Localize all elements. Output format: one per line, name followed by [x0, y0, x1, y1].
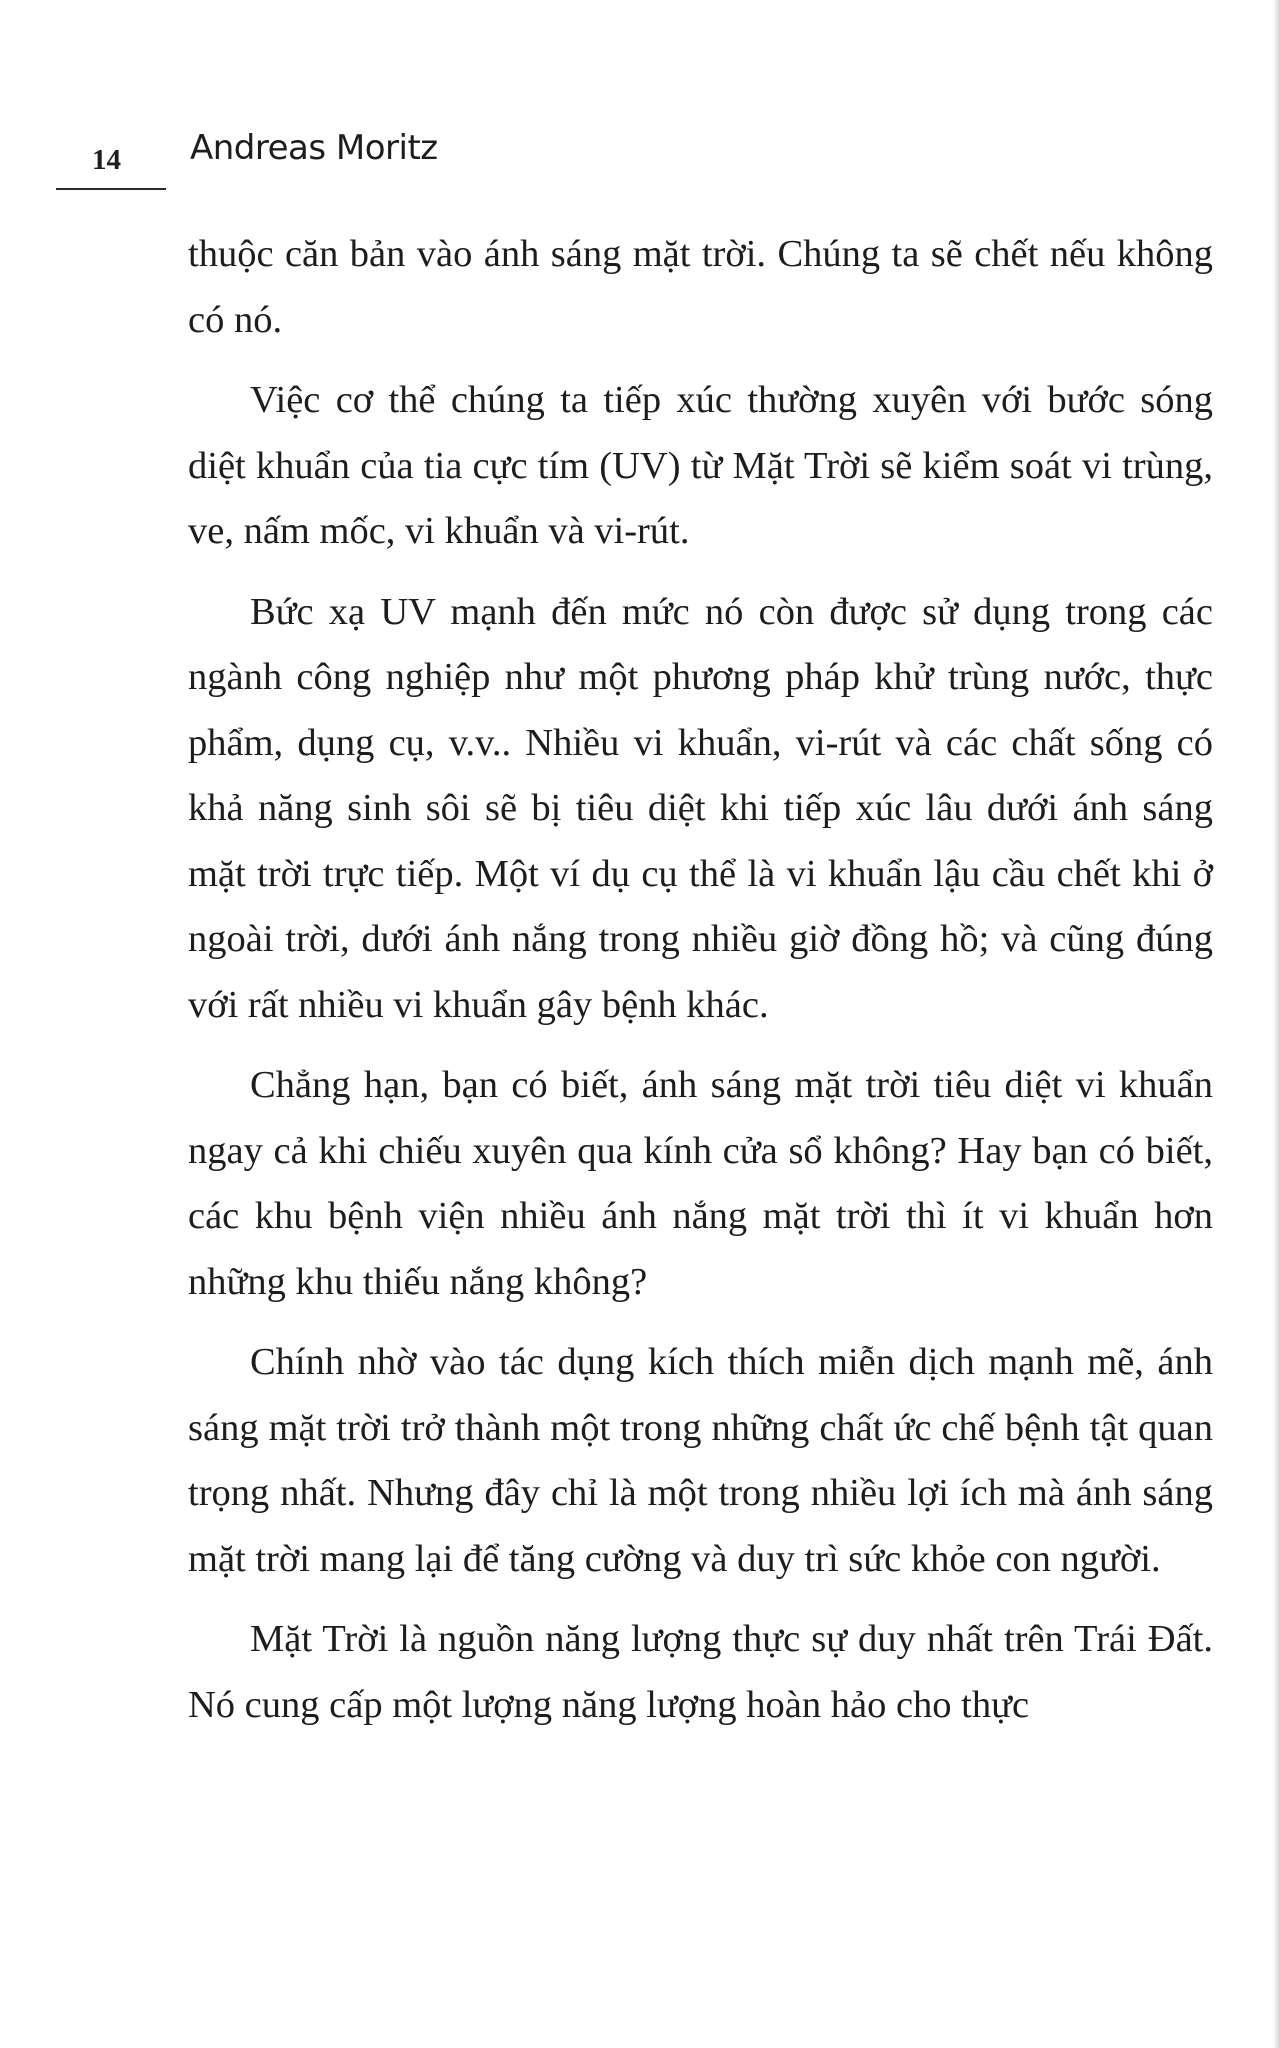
page-number: 14 [92, 144, 121, 176]
paragraph-5: Chính nhờ vào tác dụng kích thích miễn dịch mạnh mẽ, ánh sáng mặt trời trở thành một trong những chất ức chế bệnh tật quan trọng nhất. Nhưng đây chỉ là một trong nhiều lợi ích mà ánh sáng mặt trời mang lại để tăng cường và duy trì sức khỏe con người. [188, 1341, 1213, 1580]
paragraph-6: Mặt Trời là nguồn năng lượng thực sự duy nhất trên Trái Đất. Nó cung cấp một lượng năng lượng hoàn hảo cho thực [188, 1618, 1213, 1726]
running-header-author: Andreas Moritz [190, 128, 438, 168]
paragraph-3: Bức xạ UV mạnh đến mức nó còn được sử dụng trong các ngành công nghiệp như một phương pháp khử trùng nước, thực phẩm, dụng cụ, v.v.. Nhiều vi khuẩn, vi-rút và các chất sống có khả năng sinh sôi sẽ bị tiêu diệt khi tiếp xúc lâu dưới ánh sáng mặt trời trực tiếp. Một ví dụ cụ thể là vi khuẩn lậu cầu chết khi ở ngoài trời, dưới ánh nắng trong nhiều giờ đồng hồ; và cũng đúng với rất nhiều vi khuẩn gây bệnh khác. [188, 590, 1213, 1026]
body-text [188, 222, 1213, 1753]
page-edge-shadow [1273, 0, 1279, 2048]
paragraph-2: Việc cơ thể chúng ta tiếp xúc thường xuyên với bước sóng diệt khuẩn của tia cực tím (UV) từ Mặt Trời sẽ kiểm soát vi trùng, ve, nấm mốc, vi khuẩn và vi-rút. [188, 379, 1213, 552]
paragraph-1: thuộc căn bản vào ánh sáng mặt trời. Chúng ta sẽ chết nếu không có nó. [188, 233, 1213, 341]
paragraph-4: Chẳng hạn, bạn có biết, ánh sáng mặt trời tiêu diệt vi khuẩn ngay cả khi chiếu xuyên qua kính cửa sổ không? Hay bạn có biết, các khu bệnh viện nhiều ánh nắng mặt trời thì ít vi khuẩn hơn những khu thiếu nắng không? [188, 1064, 1213, 1303]
running-header [0, 118, 1279, 198]
header-rule [56, 188, 166, 190]
